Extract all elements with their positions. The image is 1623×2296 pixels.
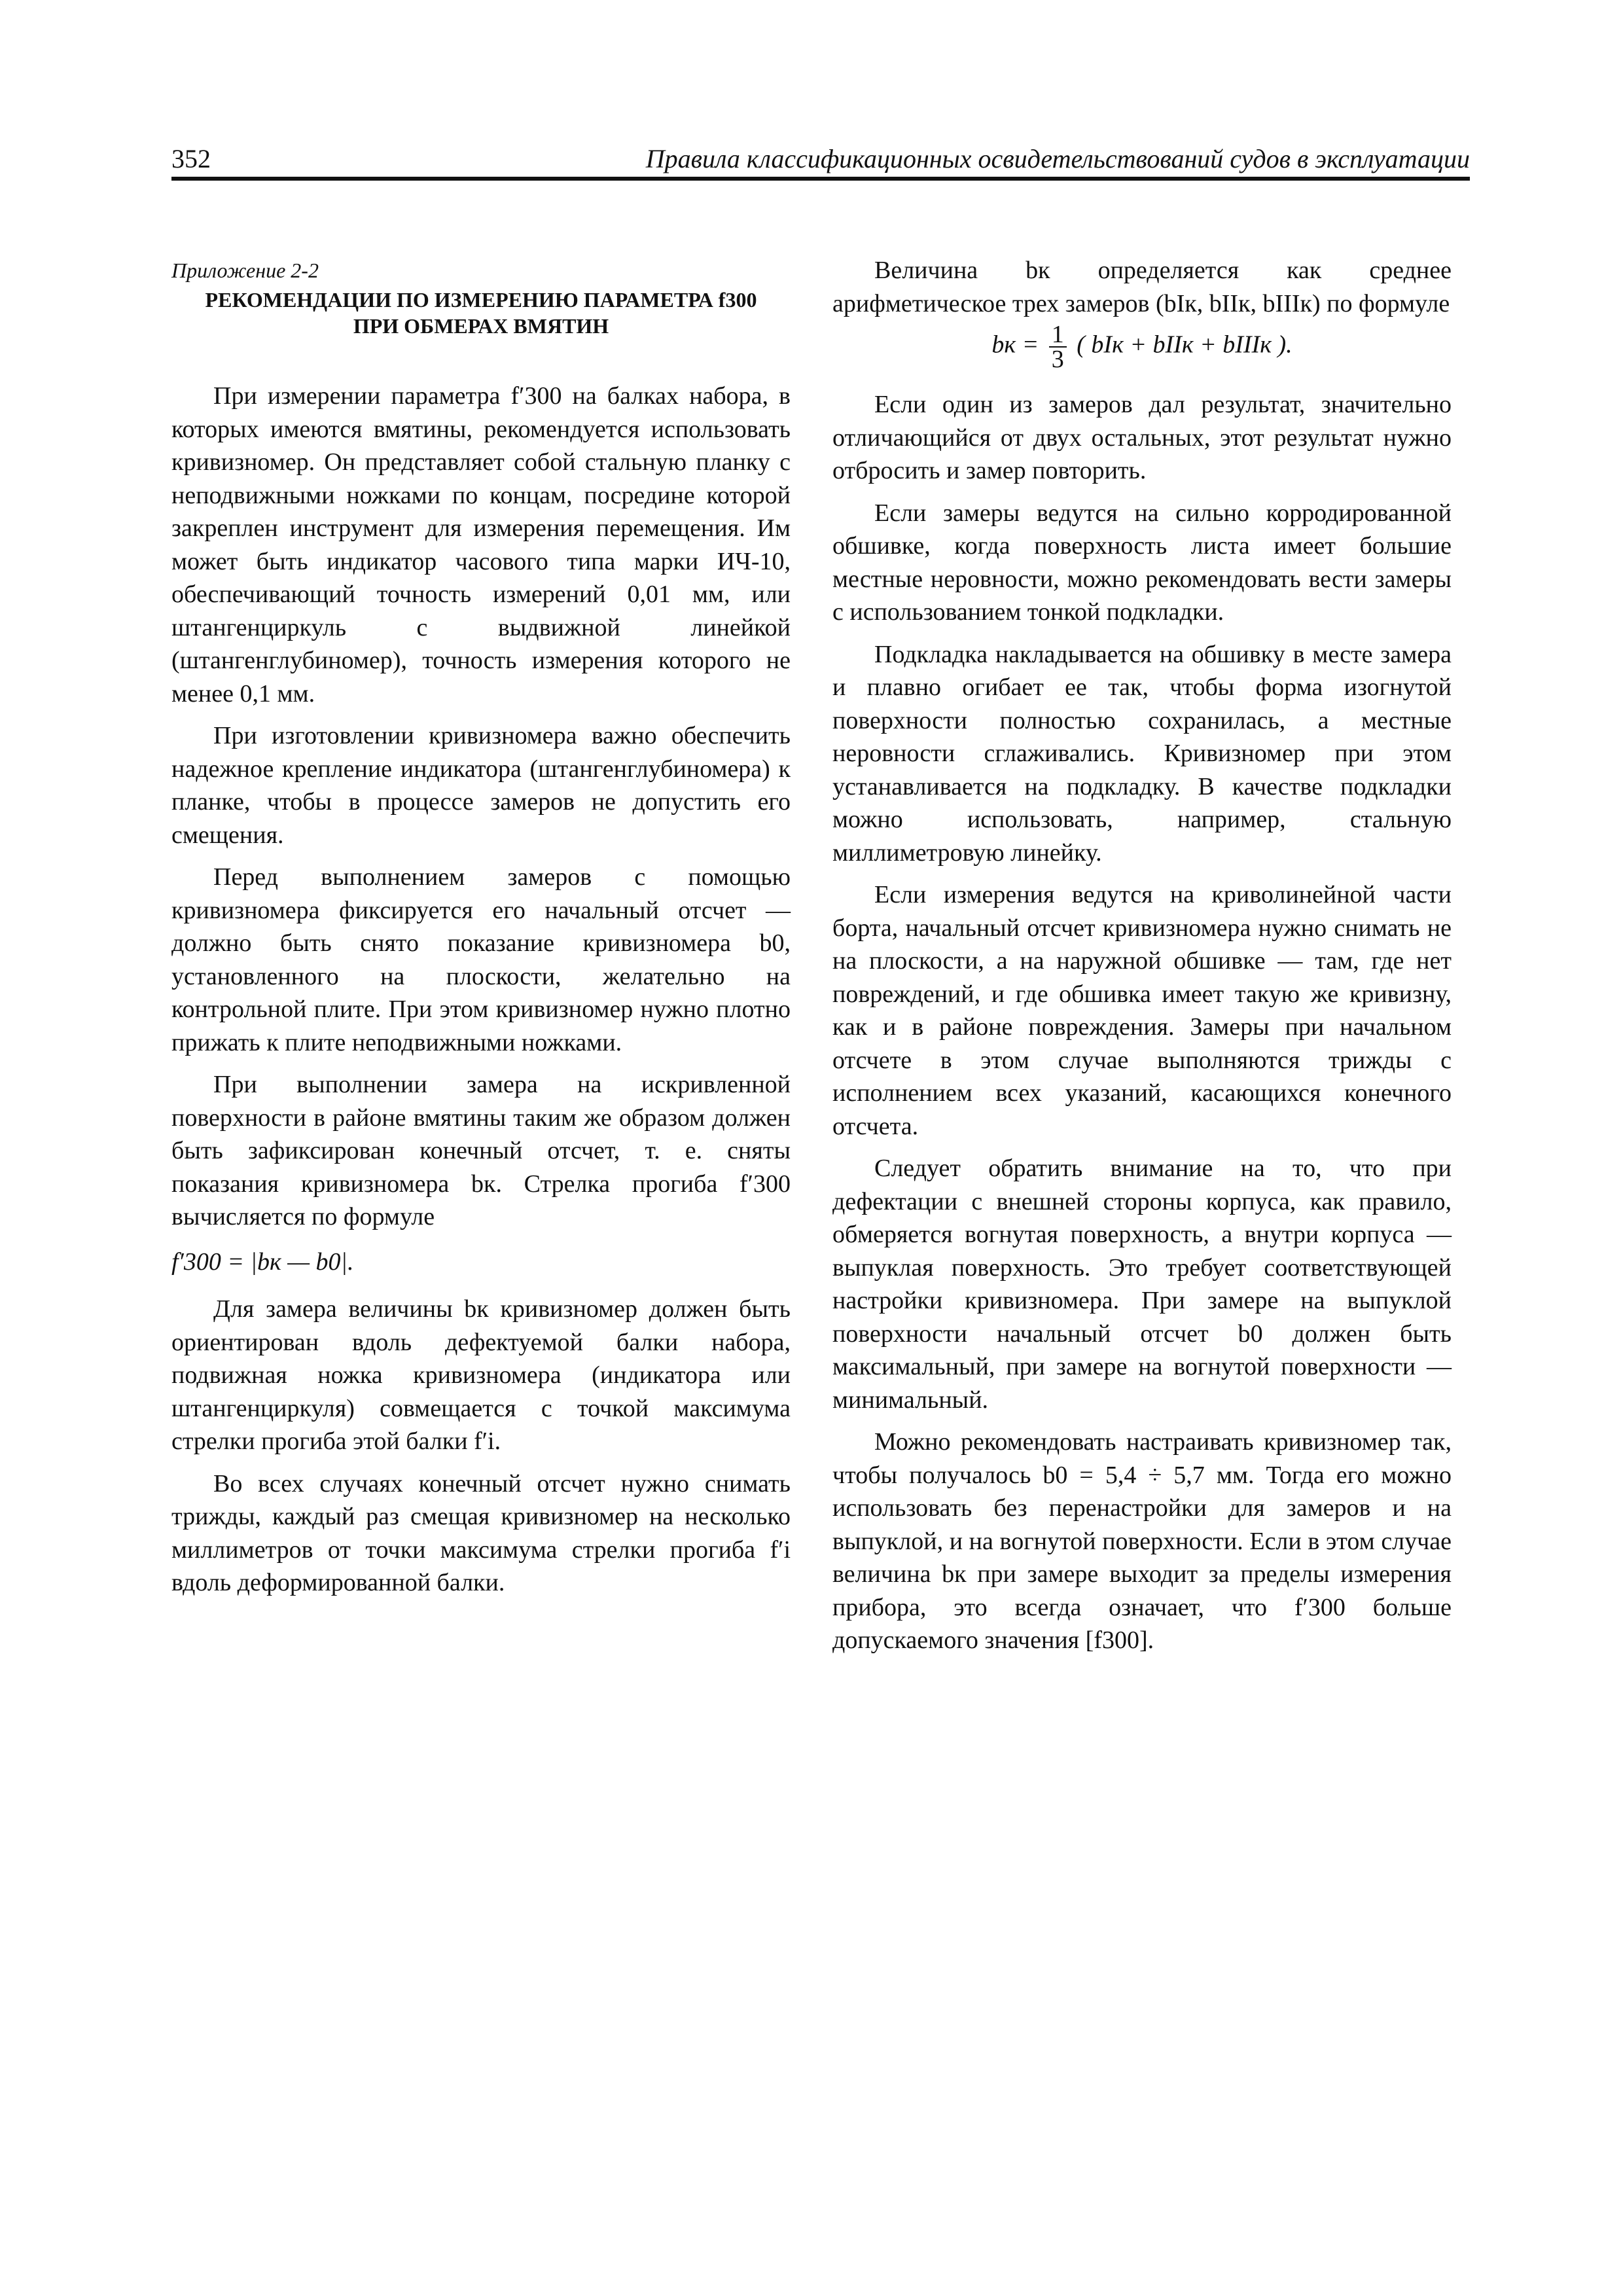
paragraph: При выполнении замера на искривленной поверхности в районе вмятины таким же образом должен быть зафиксирован конечный отсчет, т. е. сняты показания кривизномера bк. Стрелка прогиба f′300 вычисляется по формуле bbox=[171, 1071, 791, 1230]
paragraph: Подкладка накладывается на обшивку в месте замера и плавно огибает ее так, чтобы форма изогнутой поверхности полностью сохранилась, а местные неровности сглаживались. Кривизномер при этом устанавливается на подкладку. В качестве подкладки можно использовать, например, стальную миллиметровую линейку. bbox=[832, 640, 1452, 867]
fraction-numerator: 1 bbox=[1049, 323, 1067, 348]
paragraph: Во всех случаях конечный отсчет нужно снимать трижды, каждый раз смещая кривизномер на несколько миллиметров от точки максимума стрелки прогиба f′i вдоль деформированной балки. bbox=[171, 1469, 791, 1596]
paragraph: При измерении параметра f′300 на балках набора, в которых имеются вмятины, рекомендуется использовать кривизномер. Он представляет собой стальную планку с неподвижными ножками по концам, посредине которой закреплен инструмент для измерения перемещения. Им может быть индикатор часового типа марки ИЧ-10, обеспечивающий точность измерений 0,01 мм, или штангенциркуль с выдвижной линейкой (штангенглубиномер), точность измерения которого не менее 0,1 мм. bbox=[171, 382, 791, 708]
paragraph: Следует обратить внимание на то, что при дефектации с внешней стороны корпуса, как правило, обмеряется вогнутая поверхность, а внутри корпуса — выпуклая поверхность. Это требует соответствующей настройки кривизномера. При замере на выпуклой поверхности начальный отсчет b0 должен быть максимальный, при замере на вогнутой поверхности — минимальный. bbox=[832, 1155, 1452, 1414]
paragraph: Для замера величины bк кривизномер должен быть ориентирован вдоль дефектуемой балки набора, подвижная ножка кривизномера (индикатора или штангенциркуля) совмещается с точкой максимума стрелки прогиба этой балки f′i. bbox=[171, 1295, 791, 1455]
running-title: Правила классификационных освидетельствований судов в эксплуатации bbox=[645, 144, 1470, 173]
formula-deflection: f′300 = |bк — b0|. bbox=[171, 1247, 354, 1276]
fraction-denominator: 3 bbox=[1051, 346, 1064, 373]
header-rule bbox=[171, 177, 1470, 181]
formula-average bbox=[832, 323, 1452, 371]
left-column bbox=[171, 254, 791, 1600]
paragraph: Если замеры ведутся на сильно корродированной обшивке, когда поверхность листа имеет большие местные неровности, можно рекомендовать вести замеры с использованием тонкой подкладки. bbox=[832, 499, 1452, 626]
paragraph: Если измерения ведутся на криволинейной части борта, начальный отсчет кривизномера нужно снимать не на плоскости, а на наружной обшивке — там, где нет повреждений, и где обшивка имеет такую же кривизну, как и в районе повреждения. Замеры при начальном отсчете в этом случае выполняются трижды с исполнением всех указаний, касающихся конечного отсчета. bbox=[832, 881, 1452, 1140]
section-title-line-2: ПРИ ОБМЕРАХ ВМЯТИН bbox=[353, 314, 609, 338]
right-column bbox=[832, 254, 1452, 1657]
formula-rhs: ( bIк + bIIк + bIIIк ). bbox=[1077, 331, 1293, 359]
section-title bbox=[171, 287, 791, 339]
section-title-line-1: РЕКОМЕНДАЦИИ ПО ИЗМЕРЕНИЮ ПАРАМЕТРА f300 bbox=[205, 288, 757, 312]
paragraph: Величина bк определяется как среднее арифметическое трех замеров (bIк, bIIк, bIIIк) по формуле bbox=[832, 257, 1452, 317]
formula-fraction bbox=[1049, 323, 1067, 371]
page-header bbox=[171, 143, 1470, 179]
paragraph: Можно рекомендовать настраивать кривизномер так, чтобы получалось b0 = 5,4 ÷ 5,7 мм. Тогда его можно использовать без перенастройки для замеров и на выпуклой, и на вогнутой поверхности. Если в этом случае величина bк при замере выходит за пределы измерения прибора, это всегда означает, что f′300 больше допускаемого значения [f300]. bbox=[832, 1428, 1452, 1654]
page-number: 352 bbox=[171, 144, 211, 173]
paragraph: При изготовлении кривизномера важно обеспечить надежное крепление индикатора (штангенглубиномера) к планке, чтобы в процессе замеров не допустить его смещения. bbox=[171, 722, 791, 849]
paragraph: Если один из замеров дал результат, значительно отличающийся от двух остальных, этот результат нужно отбросить и замер повторить. bbox=[832, 391, 1452, 484]
appendix-label: Приложение 2-2 bbox=[171, 259, 319, 282]
paragraph: Перед выполнением замеров с помощью кривизномера фиксируется его начальный отсчет — должно быть снято показание кривизномера b0, установленного на плоскости, желательно на контрольной плите. При этом кривизномер нужно плотно прижать к плите неподвижными ножками. bbox=[171, 863, 791, 1056]
formula-lhs: bк = bbox=[991, 331, 1039, 359]
